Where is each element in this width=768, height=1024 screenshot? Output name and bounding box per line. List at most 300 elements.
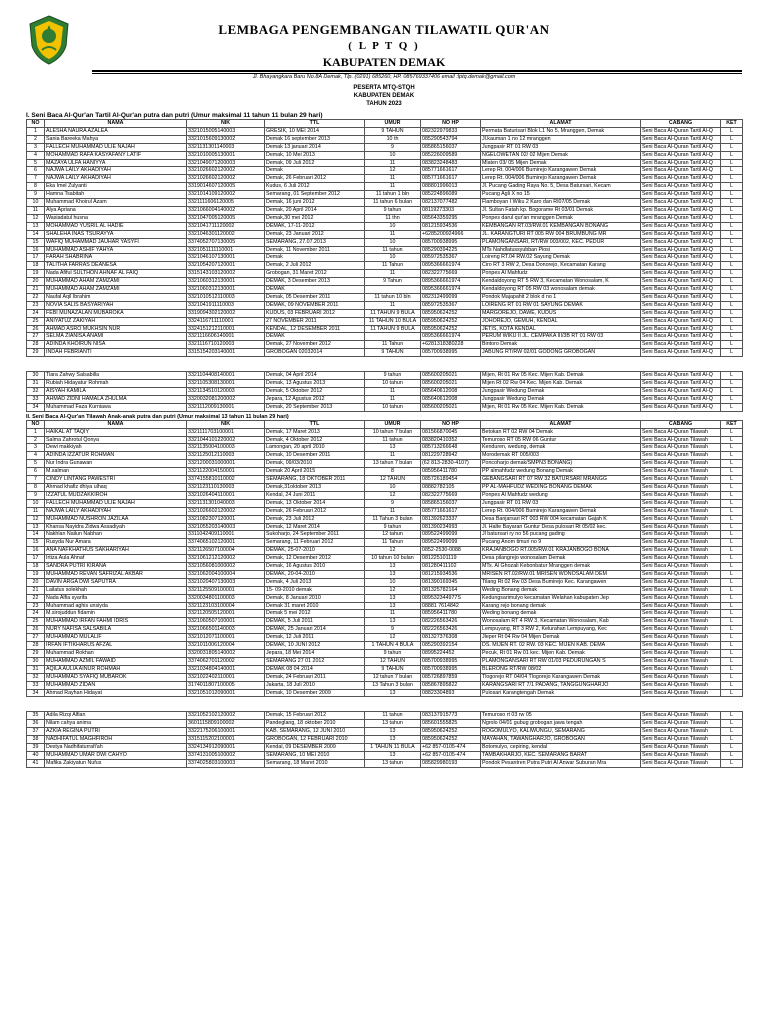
cell-no: 33 — [27, 395, 45, 403]
cell-ttl: GROBOGAN 02032014 — [265, 349, 365, 357]
cell-ttl: Demak, 16 juni 2012 — [265, 199, 365, 207]
cell-alamat: Ponpes Al Mahfudz — [481, 270, 641, 278]
cell-no: 27 — [27, 634, 45, 642]
cell-no-hp: 082322979833 — [421, 127, 481, 135]
event-title — [0, 84, 768, 108]
cell-umur: 10 th — [365, 135, 421, 143]
cell-no-hp: 085726897859 — [421, 673, 481, 681]
cell-cabang: Seni Baca Al-Quran Tilawah — [641, 468, 721, 476]
cell-no: 2 — [27, 436, 45, 444]
cell-ket: L — [721, 610, 743, 618]
cell-nama: AHMAD ZIDNI HAMALA ZHULMA — [45, 395, 187, 403]
cell-no: 30 — [27, 657, 45, 665]
cell-no-hp: 085972535367 — [421, 301, 481, 309]
table-row — [27, 759, 743, 767]
cell-alamat: Mijen, Rt 01 Rw 05 Kec. Mijen Kab. Demak — [481, 372, 641, 380]
cell-alamat: Pondok Pesantren Putra Putri Al Anwar Suburan Mra — [481, 759, 641, 767]
cell-cabang: Seni Baca Al-Quran Tilawah — [641, 681, 721, 689]
cell-umur: 11 thn — [365, 214, 421, 222]
cell-ttl: Demak, 15 Februari 2012 — [265, 712, 365, 720]
cell-umur: 11 tahun — [365, 712, 421, 720]
cell-ttl: Demak, 2 Juli 2012 — [265, 262, 365, 270]
cell-nik: 3601115809100002 — [187, 720, 265, 728]
table-row — [27, 634, 743, 642]
cell-umur: 13 tahun — [365, 759, 421, 767]
cell-ttl: Demak, 10 Desember 2011 — [265, 452, 365, 460]
cell-ket: L — [721, 547, 743, 555]
cell-alamat: MRISEN RT.02/RW.01 MRISEN WONOSALAM DEM — [481, 570, 641, 578]
cell-ttl: Demak, 10 Mei 2013 — [265, 151, 365, 159]
cell-cabang: Seni Baca Al-Quran Tilawah — [641, 460, 721, 468]
cell-no-hp: 085726189454 — [421, 476, 481, 484]
cell-cabang: Seni Baca Al-Quran Tartil Al-Q — [641, 388, 721, 396]
cell-ttl: DEMAK, 17-11-2012 — [265, 222, 365, 230]
table-row — [27, 736, 743, 744]
cell-cabang: Seni Baca Al-Quran Tilawah — [641, 720, 721, 728]
table-row — [27, 278, 743, 286]
cell-cabang: Seni Baca Al-Quran Tilawah — [641, 483, 721, 491]
cell-nik: 3321066501140003 — [187, 626, 265, 634]
cell-no: 27 — [27, 333, 45, 341]
event-line-2: KABUPATEN DEMAK — [353, 93, 415, 99]
cell-no-hp: 081215934536 — [421, 570, 481, 578]
cell-alamat: Jl. Pucang Gading Raya No. 5, Desa Batursari, Kecam — [481, 183, 641, 191]
cell-umur: 11 — [365, 610, 421, 618]
cell-umur: 11 Tahun — [365, 341, 421, 349]
cell-alamat: KARANGSARI RT 7/1 PADANG, TANGGUNGHARJO — [481, 681, 641, 689]
cell-alamat: Wonosalam RT 4 RW 3, Kecamatan Wonosalam, Kab — [481, 618, 641, 626]
cell-ket: L — [721, 444, 743, 452]
cell-nama: HAIKAL AT TAQIY — [45, 428, 187, 436]
cell-ttl: Demak, 4 Oktober 2012 — [265, 436, 365, 444]
cell-nama: FALLECH MUHAMMAD ULIE NAJAH — [45, 499, 187, 507]
cell-no: 22 — [27, 293, 45, 301]
cell-no: 14 — [27, 230, 45, 238]
cell-no-hp: 0895366661974 — [421, 333, 481, 341]
cell-no: 29 — [27, 650, 45, 658]
cell-cabang: Seni Baca Al-Quran Tartil Al-Q — [641, 372, 721, 380]
cell-no-hp: (62 813-2830-4107) — [421, 460, 481, 468]
cell-umur: 12 TAHUN — [365, 657, 421, 665]
cell-nama: MUHAMMAD ASHIF YAHYA — [45, 246, 187, 254]
cell-ttl: SEMARANG 27 01 2012 — [265, 657, 365, 665]
cell-no-hp: 082322775669 — [421, 270, 481, 278]
cell-umur: 10 — [365, 483, 421, 491]
cell-nik: 3321051012090001 — [187, 689, 265, 697]
cell-umur: 13 tahun 7 bulan — [365, 460, 421, 468]
cell-no-hp: 085700938995 — [421, 349, 481, 357]
cell-ket: L — [721, 388, 743, 396]
cell-no-hp: 082137077482 — [421, 199, 481, 207]
cell-nama: M.salman — [45, 468, 187, 476]
cell-alamat: Poncoharjo demak/SMPN3 BONANG) — [481, 460, 641, 468]
event-line-3: TAHUN 2023 — [366, 101, 402, 107]
table-row — [27, 143, 743, 151]
cell-no: 6 — [27, 468, 45, 476]
cell-nama: ANIYATUZ ZAKIYAH — [45, 317, 187, 325]
cell-no-hp: 085950624252 — [421, 728, 481, 736]
cell-cabang: Seni Baca Al-Quran Tartil Al-Q — [641, 325, 721, 333]
cell-ket: L — [721, 642, 743, 650]
cell-no: 14 — [27, 531, 45, 539]
cell-alamat: MAYAHAN, TAWANGHARJO, GROBOGAN — [481, 736, 641, 744]
cell-ket: L — [721, 403, 743, 411]
cell-alamat: BLERONG RT/RW 08/02 — [481, 665, 641, 673]
section-2-body — [27, 428, 743, 697]
cell-nama: SANDRA PUTRI KIRANA — [45, 563, 187, 571]
cell-cabang: Seni Baca Al-Quran Tartil Al-Q — [641, 159, 721, 167]
cell-nama: Destya Nadhifaturrafi'ah — [45, 744, 187, 752]
cell-nik: 3321010005130001 — [187, 151, 265, 159]
cell-nama: Tiara Zahwy Salsabilla — [45, 372, 187, 380]
cell-no: 38 — [27, 736, 45, 744]
cell-no: 8 — [27, 183, 45, 191]
cell-nik: 3321131301040003 — [187, 499, 265, 507]
cell-nik: 3321026602120002 — [187, 167, 265, 175]
cell-nama: MOHAMMAD RAFA KASYAFANY LATIF — [45, 151, 187, 159]
table-row — [27, 183, 743, 191]
table-row — [27, 206, 743, 214]
cell-nik: 3321046301120002 — [187, 230, 265, 238]
cell-nik: 3321055203140003 — [187, 523, 265, 531]
cell-cabang: Seni Baca Al-Quran Tartil Al-Q — [641, 403, 721, 411]
cell-ket: L — [721, 222, 743, 230]
cell-ttl: Jepara, 12 Agustus 2012 — [265, 395, 365, 403]
cell-alamat: Pucang Anom timuri no 9 — [481, 539, 641, 547]
cell-no-hp: 083820410352 — [421, 436, 481, 444]
cell-cabang: Seni Baca Al-Quran Tartil Al-Q — [641, 301, 721, 309]
cell-nik: 3321051111110001 — [187, 246, 265, 254]
cell-umur: 1 TAHUN 4 BULA — [365, 642, 421, 650]
cell-alamat: Mijen Rt 02 Rw 04 Kec. Mijen Kab. Demak — [481, 380, 641, 388]
cell-ttl: Demak 5 mei 2012 — [265, 610, 365, 618]
cell-no: 3 — [27, 444, 45, 452]
cell-cabang: Seni Baca Al-Quran Tartil Al-Q — [641, 175, 721, 183]
table-row — [27, 507, 743, 515]
cell-cabang: Seni Baca Al-Quran Tilawah — [641, 428, 721, 436]
cell-nik: 3320034801100003 — [187, 594, 265, 602]
section-1-table — [26, 119, 743, 357]
cell-nik: 3321049071200003 — [187, 159, 265, 167]
cell-alamat: Jungpasir Wedung Demak — [481, 395, 641, 403]
cell-no: 19 — [27, 270, 45, 278]
cell-no-hp: 085601555825 — [421, 720, 481, 728]
cell-ttl: Lamongan, 20 april 2010 — [265, 444, 365, 452]
column-header-nama: NAMA — [45, 120, 187, 128]
cell-ttl: DEMAK, 5 Juli 2011 — [265, 618, 365, 626]
cell-ttl: Demak, 04 April 2014 — [265, 372, 365, 380]
cell-umur: 13 — [365, 728, 421, 736]
cell-nama: Khansa Nayidra Zidwa Assadiyah — [45, 523, 187, 531]
table-row — [27, 476, 743, 484]
cell-nik: 3374131005100002 — [187, 751, 265, 759]
cell-cabang: Seni Baca Al-Quran Tilawah — [641, 594, 721, 602]
cell-alamat: PP AL-MAHFUDZ WEDING BONANG DEMAK — [481, 483, 641, 491]
cell-cabang: Seni Baca Al-Quran Tartil Al-Q — [641, 214, 721, 222]
cell-ket: L — [721, 563, 743, 571]
cell-ket: L — [721, 151, 743, 159]
cell-nik: 3321046107130001 — [187, 254, 265, 262]
cell-alamat: Jl.kauman 1 no 12 mranggen — [481, 135, 641, 143]
cell-no: 18 — [27, 563, 45, 571]
cell-no-hp: 081390169345 — [421, 578, 481, 586]
cell-alamat: Karang rejo bonang demak — [481, 602, 641, 610]
column-header-nik: NIK — [187, 120, 265, 128]
letterhead — [0, 0, 768, 80]
cell-no: 1 — [27, 428, 45, 436]
column-header-alamat: ALAMAT — [481, 120, 641, 128]
section-2-body-continued — [27, 712, 743, 767]
cell-ket: L — [721, 380, 743, 388]
cell-nik: 3374065102120001 — [187, 539, 265, 547]
cell-no: 28 — [27, 341, 45, 349]
cell-umur: 11 tahun — [365, 436, 421, 444]
cell-ttl: Demak, 09 Juli 2012 — [265, 159, 365, 167]
cell-ket: L — [721, 372, 743, 380]
cell-nama: FARAH SHABRINA — [45, 254, 187, 262]
cell-umur: 11 TAHUN 9 BULA — [365, 325, 421, 333]
cell-cabang: Seni Baca Al-Quran Tilawah — [641, 665, 721, 673]
table-row — [27, 301, 743, 309]
cell-umur: 11 — [365, 270, 421, 278]
cell-ttl: Demak, 23 Januari 2012 — [265, 230, 365, 238]
cell-nik: 3321105308130001 — [187, 380, 265, 388]
cell-alamat: Kendaldoyong RT 05 RW 03 wonosalam demak — [481, 286, 641, 294]
cell-cabang: Seni Baca Al-Quran Tilawah — [641, 712, 721, 720]
cell-nik: 3374062701120002 — [187, 657, 265, 665]
column-header-no: NO — [27, 120, 45, 128]
cell-cabang: Seni Baca Al-Quran Tilawah — [641, 570, 721, 578]
table-row — [27, 309, 743, 317]
cell-ket: L — [721, 618, 743, 626]
cell-no-hp: 085713266648 — [421, 444, 481, 452]
cell-alamat: PP almahfudz wedung Bonang Demak — [481, 468, 641, 476]
cell-nik: 3321123110130003 — [187, 483, 265, 491]
cell-nik: 3311042409110001 — [187, 531, 265, 539]
cell-no-hp: 081229728942 — [421, 452, 481, 460]
cell-ket: L — [721, 183, 743, 191]
cell-umur: 11 tahun 1 bln — [365, 191, 421, 199]
cell-ttl: Demak, 27 November 2012 — [265, 341, 365, 349]
cell-umur: 13 — [365, 736, 421, 744]
cell-nik: 3321041911110003 — [187, 301, 265, 309]
table-row — [27, 547, 743, 555]
cell-umur: 12 — [365, 586, 421, 594]
cell-no: 26 — [27, 626, 45, 634]
column-header-ttl: TTL — [265, 120, 365, 128]
column-header-nama: NAMA — [45, 420, 187, 428]
cell-no-hp: +6281318380228 — [421, 341, 481, 349]
cell-cabang: Seni Baca Al-Quran Tartil Al-Q — [641, 395, 721, 403]
cell-no-hp: 081225101119 — [421, 555, 481, 563]
cell-nama: FALLECH MUHAMMAD ULIE NAJAH — [45, 143, 187, 151]
cell-ttl: SEMARANG, 18 OKTOBER 2011 — [265, 476, 365, 484]
column-header-alamat: ALAMAT — [481, 420, 641, 428]
cell-umur: 10 tahun 7 bulan — [365, 428, 421, 436]
cell-umur: 11 TAHUN 9 BULA — [365, 309, 421, 317]
cell-ket: L — [721, 206, 743, 214]
cell-cabang: Seni Baca Al-Quran Tilawah — [641, 547, 721, 555]
cell-umur: 10 — [365, 222, 421, 230]
cell-alamat: JABUNG RT/RW 02/01 GODONG GROBOGAN — [481, 349, 641, 357]
cell-no: 31 — [27, 665, 45, 673]
cell-nik: 3374025803100003 — [187, 759, 265, 767]
cell-no-hp: 082226563426 — [421, 618, 481, 626]
cell-ttl: Demak 31 maret 2010 — [265, 602, 365, 610]
cell-cabang: Seni Baca Al-Quran Tartil Al-Q — [641, 238, 721, 246]
cell-no-hp: +62 857-0105-474 — [421, 751, 481, 759]
cell-nama: FEBI MUNAZALAN MUBAROKA — [45, 309, 187, 317]
cell-umur: 9 TAHUN — [365, 349, 421, 357]
table-row — [27, 744, 743, 752]
cell-ttl: Demak, 26 Februari 2012 — [265, 507, 365, 515]
cell-ttl: SEMARANG, 10 MEI 2010 — [265, 751, 365, 759]
cell-ttl: DEMAK, 10 JUNI 2012 — [265, 642, 365, 650]
cell-no: 13 — [27, 222, 45, 230]
cell-nik: 3321131301140003 — [187, 143, 265, 151]
cell-no: 29 — [27, 349, 45, 357]
cell-nama: AHMAD ASRO MUKHSIN NUR — [45, 325, 187, 333]
cell-umur: 10 tahun 10 bulan — [365, 555, 421, 563]
cell-no: 34 — [27, 403, 45, 411]
cell-cabang: Seni Baca Al-Quran Tartil Al-Q — [641, 167, 721, 175]
cell-no-hp: 081390234993 — [421, 523, 481, 531]
cell-nik: 3319014607120005 — [187, 183, 265, 191]
cell-alamat: Bintoro Demak — [481, 341, 641, 349]
cell-ttl: Semarang, 18 Maret 2010 — [265, 759, 365, 767]
cell-cabang: Seni Baca Al-Quran Tilawah — [641, 539, 721, 547]
event-line-1: PESERTA MTQ-STQH — [353, 85, 415, 91]
cell-ttl: DEMAK, 25-07-2010 — [265, 547, 365, 555]
cell-alamat: JOHOREJO, GEMUH, KENDAL — [481, 317, 641, 325]
cell-cabang: Seni Baca Al-Quran Tilawah — [641, 728, 721, 736]
column-header-ket: KET — [721, 420, 743, 428]
cell-no: 20 — [27, 278, 45, 286]
cell-nama: Naufal Aqil Ibrahim — [45, 293, 187, 301]
cell-ket: L — [721, 270, 743, 278]
cell-alamat: NGELOWETAN 02/ 02 Mijen Demak — [481, 151, 641, 159]
cell-ttl: Demak, 4 Juli 2013 — [265, 578, 365, 586]
cell-nama: ANA NAFKHATHUS SAKHARIYAH — [45, 547, 187, 555]
cell-nik: 3321125012110003 — [187, 452, 265, 460]
cell-ket: L — [721, 238, 743, 246]
cell-no: 11 — [27, 206, 45, 214]
cell-ket: L — [721, 523, 743, 531]
cell-nik: 3321060507100001 — [187, 618, 265, 626]
cell-alamat: Botomulyo, cepiring, kendal — [481, 744, 641, 752]
cell-alamat: Temuroso rt 03 rw 05 — [481, 712, 641, 720]
cell-alamat: Ponpes darul qur'an mranggen Demak — [481, 214, 641, 222]
cell-no-hp: 085865156037 — [421, 143, 481, 151]
cell-no: 32 — [27, 673, 45, 681]
cell-no: 17 — [27, 254, 45, 262]
cell-cabang: Seni Baca Al-Quran Tartil Al-Q — [641, 380, 721, 388]
cell-ket: L — [721, 539, 743, 547]
cell-alamat: Jl. Sultan Fatah kp. Bogorame Rt 03/01 Demak — [481, 206, 641, 214]
cell-no-hp: 085950624252 — [421, 309, 481, 317]
cell-alamat: Permata Baturisari Blok L1 No 5, Mranggen, Demak — [481, 127, 641, 135]
cell-no: 5 — [27, 159, 45, 167]
cell-no: 26 — [27, 325, 45, 333]
cell-nama: Nada Afiful SULTHON AHNAF AL FAIQ — [45, 270, 187, 278]
cell-ket: L — [721, 301, 743, 309]
cell-ket: L — [721, 436, 743, 444]
cell-alamat: KEMBANGAN RT.03/RW.01 KEMBANGAN BONANG — [481, 222, 641, 230]
table-row — [27, 388, 743, 396]
cell-ket: L — [721, 515, 743, 523]
cell-nama: Ahmad khafiz dhiya ulhaq — [45, 483, 187, 491]
cell-ket: L — [721, 712, 743, 720]
cell-ttl: Demak — [265, 167, 365, 175]
cell-no-hp: 085700938995 — [421, 665, 481, 673]
cell-nik: 3322175206100001 — [187, 728, 265, 736]
cell-nik: 3321082307120001 — [187, 515, 265, 523]
cell-ttl: Demak — [265, 254, 365, 262]
table-row — [27, 491, 743, 499]
column-header-no-hp: NO HP — [421, 120, 481, 128]
cell-ket: L — [721, 135, 743, 143]
cell-alamat: KRAJANBOGO RT.005/RW.01 KRAJANBOGO BONA — [481, 547, 641, 555]
cell-cabang: Seni Baca Al-Quran Tartil Al-Q — [641, 270, 721, 278]
cell-alamat: MTs. Al Ghozali Kebonbatur Mranggen demak — [481, 563, 641, 571]
cell-cabang: Seni Baca Al-Quran Tartil Al-Q — [641, 191, 721, 199]
cell-nama: AQILA AULIA AINUR ROHMAH — [45, 665, 187, 673]
section-1-body — [27, 127, 743, 356]
cell-alamat: Pecuk, Rt 01 Rw 01 kec. Mijen Kab. Demak — [481, 650, 641, 658]
cell-umur: 11 — [365, 301, 421, 309]
cell-cabang: Seni Baca Al-Quran Tilawah — [641, 578, 721, 586]
cell-no-hp: 081280411102 — [421, 563, 481, 571]
cell-alamat: Desa Banjarsari RT 003 RW 004 kecamatan Gajah K — [481, 515, 641, 523]
cell-nik: 3321010512110003 — [187, 293, 265, 301]
cell-no-hp: 085950624252 — [421, 736, 481, 744]
cell-no-hp: 082312499099 — [421, 293, 481, 301]
cell-ket: L — [721, 460, 743, 468]
table-row — [27, 127, 743, 135]
cell-no-hp: 081325782164 — [421, 586, 481, 594]
cell-alamat: Kenduren, wedung, demak — [481, 444, 641, 452]
cell-nama: Mafika Zakiyatun Nufus — [45, 759, 187, 767]
table-row — [27, 151, 743, 159]
cell-cabang: Seni Baca Al-Quran Tilawah — [641, 642, 721, 650]
cell-no: 1 — [27, 127, 45, 135]
cell-umur: 12 tahun 7 bulan — [365, 673, 421, 681]
cell-nama: Nilam cahya anima — [45, 720, 187, 728]
cell-umur: 11 tahun — [365, 246, 421, 254]
cell-alamat: Betokan RT 02 RW 04 Demak — [481, 428, 641, 436]
cell-ttl: Semarang, 11 Februari 2012 — [265, 539, 365, 547]
cell-nama: INDAH FEBRIANTI — [45, 349, 187, 357]
cell-ttl: DEMAK — [265, 333, 365, 341]
cell-no-hp: 081327376308 — [421, 634, 481, 642]
cell-ttl: Demak, 11 November 2011 — [265, 246, 365, 254]
table-row — [27, 602, 743, 610]
cell-ttl: Jakarta, 18 Juli 2010 — [265, 681, 365, 689]
table-row — [27, 618, 743, 626]
cell-ket: L — [721, 468, 743, 476]
cell-no-hp: 085865156037 — [421, 499, 481, 507]
cell-no: 22 — [27, 594, 45, 602]
cell-no: 7 — [27, 476, 45, 484]
cell-umur: 9 tahun — [365, 206, 421, 214]
cell-no-hp: 088801996013 — [421, 183, 481, 191]
cell-no-hp: 085771661617 — [421, 175, 481, 183]
cell-no: 41 — [27, 759, 45, 767]
cell-alamat: JL. KARANGTURI RT 005 RW 004 BRUMBUNG MR — [481, 230, 641, 238]
cell-alamat: Mlaten 03/ 05 Mijen Demak — [481, 159, 641, 167]
cell-no-hp: 089522499099 — [421, 531, 481, 539]
cell-no: 9 — [27, 491, 45, 499]
